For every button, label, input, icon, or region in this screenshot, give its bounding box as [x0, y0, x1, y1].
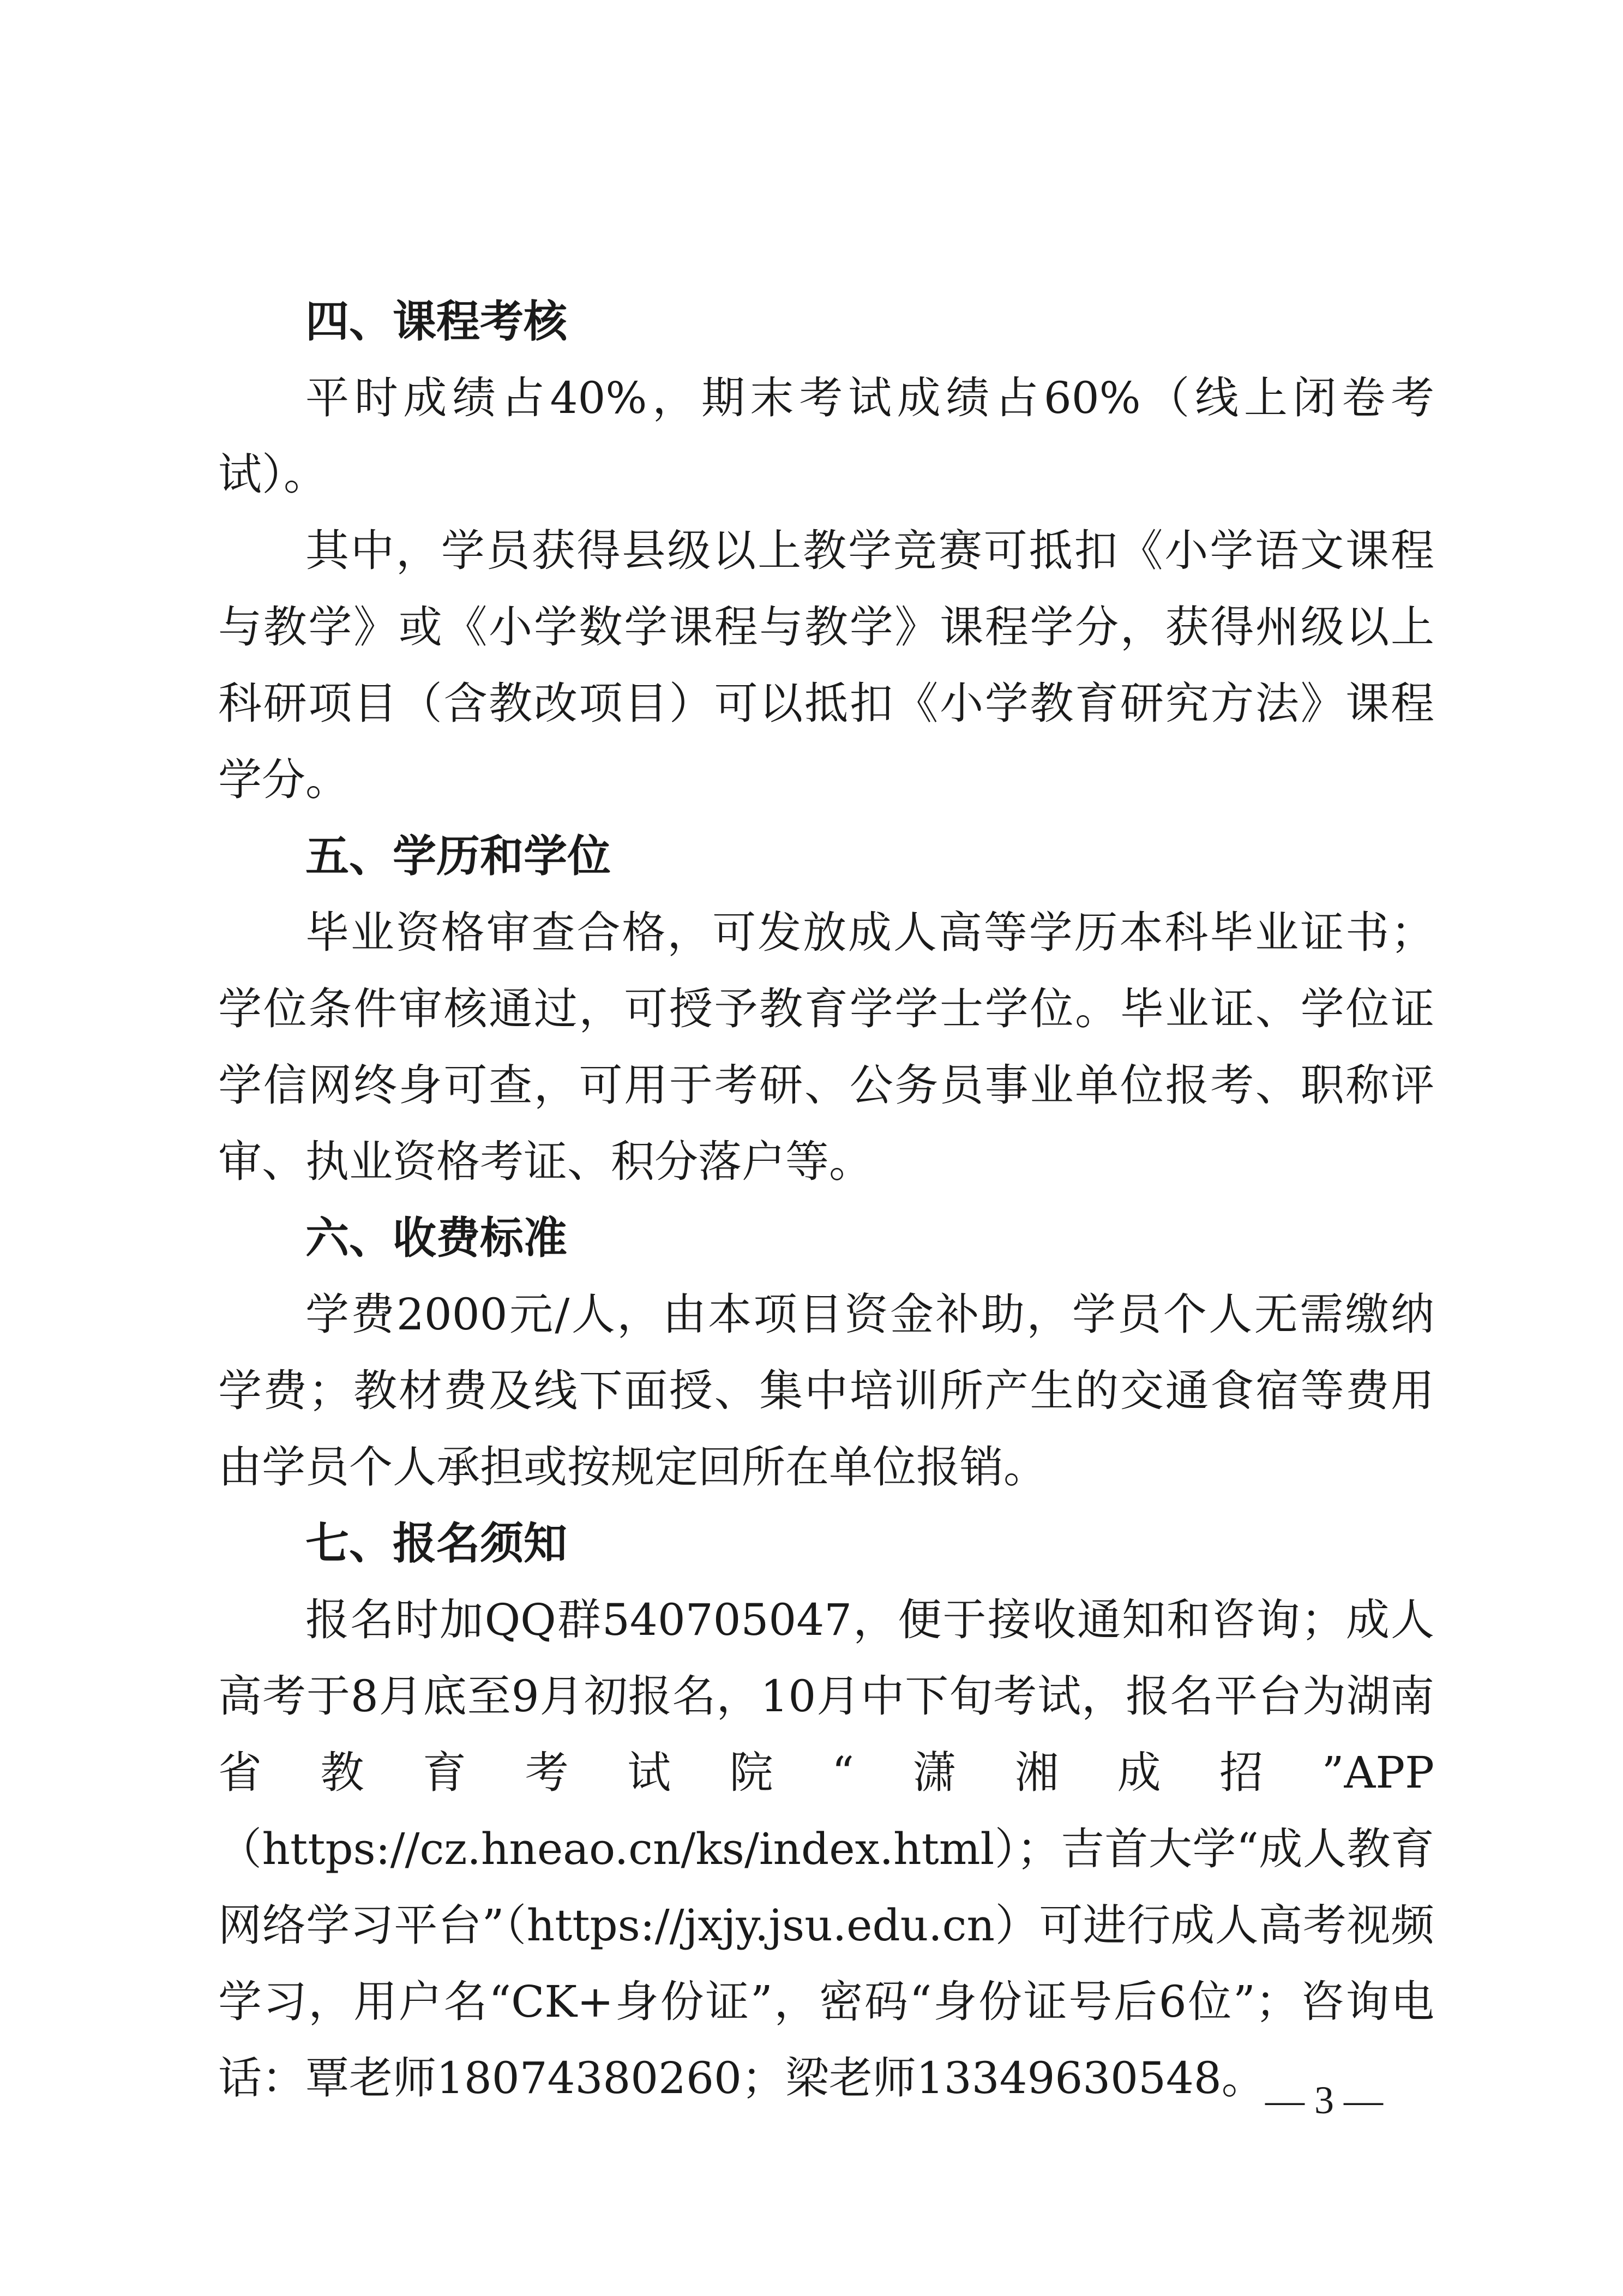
section-heading-degree: 五、学历和学位	[305, 831, 611, 882]
paragraph-registration-info: 报名时加QQ群540705047，便于接收通知和咨询；成人高考于8月底至9月初报名，10月中下旬考试，报名平台为湖南省教育考试院“潇湘成招”APP（https://cz.hneao.cn/ks/index.html）；吉首大学“成人教育网络学习平台”（https://jxjy.jsu.edu.cn）可进行成人高考视频学习，用户名“CK+身份证”，密码“身份证号后6位”；咨询电话：覃老师18074380260；梁老师13349630548。	[218, 1594, 1434, 2103]
section-heading-fees: 六、收费标准	[305, 1213, 567, 1263]
paragraph-credit-offset: 其中，学员获得县级以上教学竞赛可抵扣《小学语文课程与教学》或《小学数学课程与教学》课程学分，获得州级以上科研项目（含教改项目）可以抵扣《小学教育研究方法》课程学分。	[218, 525, 1434, 805]
section-heading-assessment: 四、课程考核	[305, 296, 567, 347]
paragraph-fee-info: 学费2000元/人，由本项目资金补助，学员个人无需缴纳学费；教材费及线下面授、集中培训所产生的交通食宿等费用由学员个人承担或按规定回所在单位报销。	[218, 1289, 1434, 1492]
document-body	[218, 284, 1434, 2117]
paragraph-grade-ratio: 平时成绩占40%，期末考试成绩占60%（线上闭卷考试）。	[218, 373, 1434, 500]
page-number: — 3 —	[1265, 2078, 1383, 2122]
section-heading-registration: 七、报名须知	[305, 1518, 567, 1569]
paragraph-degree-info: 毕业资格审查合格，可发放成人高等学历本科毕业证书；学位条件审核通过，可授予教育学学士学位。毕业证、学位证学信网终身可查，可用于考研、公务员事业单位报考、职称评审、执业资格考证、积分落户等。	[218, 907, 1434, 1187]
